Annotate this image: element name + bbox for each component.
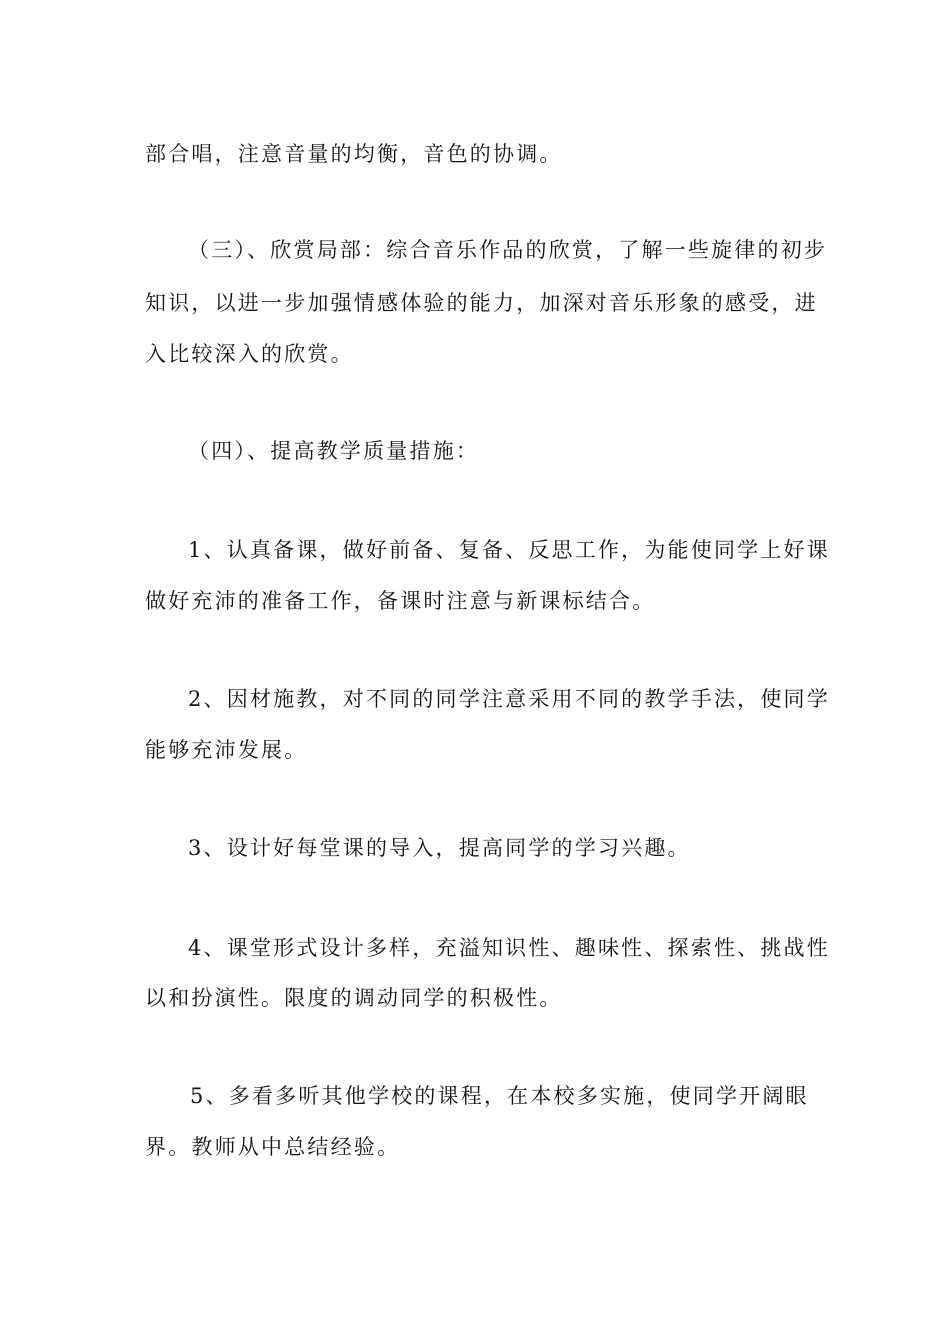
list-item-4-line: 4、课堂形式设计多样，充溢知识性、趣味性、探索性、挑战性 <box>188 936 830 960</box>
list-item-2-line: 2、因材施教，对不同的同学注意采用不同的教学手法，使同学 <box>188 687 830 711</box>
list-item-5-line: 界。教师从中总结经验。 <box>145 1135 401 1159</box>
paragraph-line: 知识，以进一步加强情感体验的能力，加深对音乐形象的感受，进 <box>145 291 818 315</box>
paragraph-line: 入比较深入的欣赏。 <box>145 342 354 366</box>
paragraph-line: 部合唱，注意音量的均衡，音色的协调。 <box>145 142 563 166</box>
list-item-2-line: 能够充沛发展。 <box>145 738 308 762</box>
list-item-5-line: 5、多看多听其他学校的课程，在本校多实施，使同学开阔眼 <box>190 1084 809 1108</box>
list-item-4-line: 以和扮演性。限度的调动同学的积极性。 <box>145 986 563 1010</box>
list-item-1-line: 做好充沛的准备工作，备课时注意与新课标结合。 <box>145 589 656 613</box>
section-four-heading: （四）、提高教学质量措施： <box>188 439 480 463</box>
list-item-1-line: 1、认真备课，做好前备、复备、反思工作，为能使同学上好课 <box>188 538 830 562</box>
list-item-3-line: 3、设计好每堂课的导入，提高同学的学习兴趣。 <box>188 836 691 860</box>
section-three-heading-line: （三）、欣赏局部：综合音乐作品的欣赏，了解一些旋律的初步 <box>188 238 828 262</box>
